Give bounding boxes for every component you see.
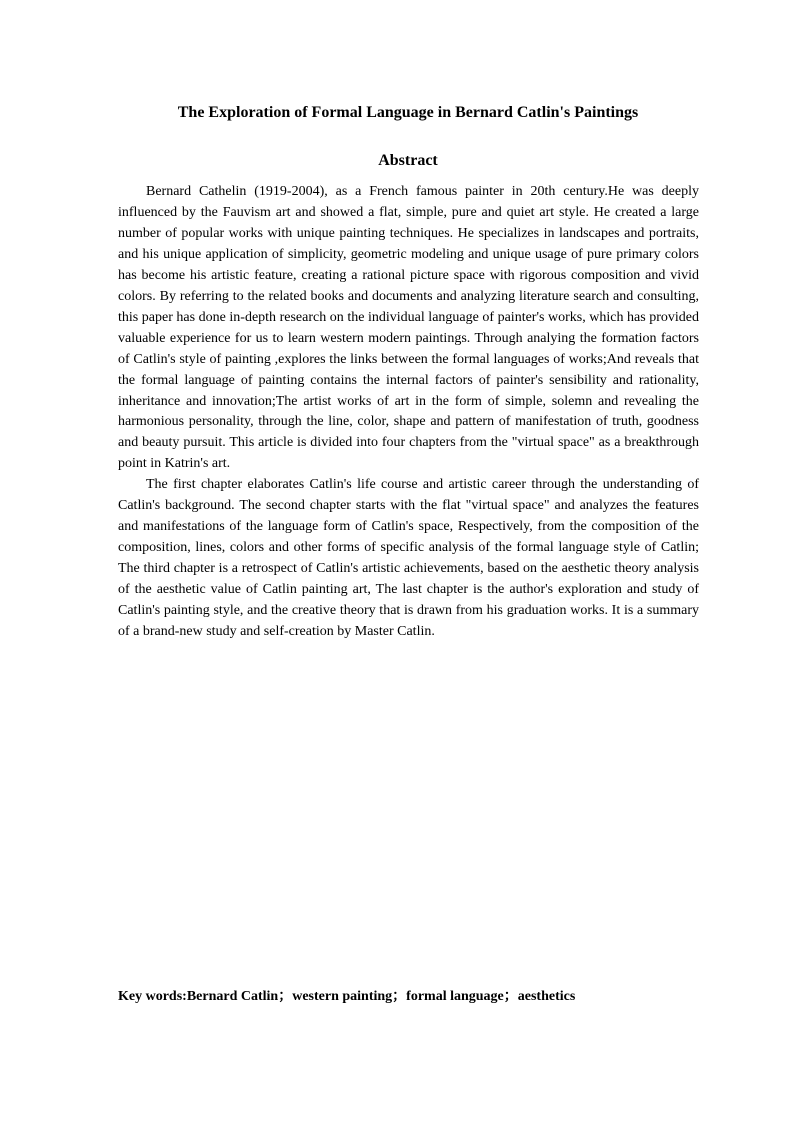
abstract-paragraph: Bernard Cathelin (1919-2004), as a French famous painter in 20th century.He was deeply influenced by the Fauvism art and showed a flat, simple, pure and quiet art style. He created a large number of popular works with unique painting techniques. He specializes in landscapes and portraits, and his unique application of simplicity, geometric modeling and unique usage of pure primary colors has become his artistic feature, creating a rational picture space with rigorous composition and vivid colors. By referring to the related books and documents and analyzing literature search and consulting, this paper has done in-depth research on the individual language of painter's works, which has provided valuable experience for us to learn western modern paintings. Through analying the formation factors of Catlin's style of painting ,explores the links between the formal languages of works;And reveals that the formal language of painting contains the internal factors of painter's sensibility and rationality, inheritance and innovation;The artist works of art in the form of simple, solemn and revealing the harmonious personality, through the line, color, shape and pattern of manifestation of truth, goodness and beauty pursuit. This article is divided into four chapters from the "virtual space" as a breakthrough point in Katrin's art. — [118, 184, 699, 472]
abstract-paragraph: The first chapter elaborates Catlin's life course and artistic career through the understanding of Catlin's background. The second chapter starts with the flat "virtual space" and analyzes the features and manifestations of the language form of Catlin's space, Respectively, from the composition of the composition, lines, colors and other forms of specific analysis of the formal language style of Catlin; The third chapter is a retrospect of Catlin's artistic achievements, based on the aesthetic theory analysis of the aesthetic value of Catlin painting art, The last chapter is the author's exploration and study of Catlin's painting style, and the creative theory that is drawn from his graduation works. It is a summary of a brand-new study and self-creation by Master Catlin. — [118, 477, 699, 640]
keywords-line: Key words:Bernard Catlin；western painting；formal language；aesthetics — [118, 989, 576, 1004]
abstract-heading: Abstract — [378, 152, 438, 169]
abstract-body — [118, 182, 699, 643]
paper-title: The Exploration of Formal Language in Bernard Catlin's Paintings — [177, 104, 639, 121]
